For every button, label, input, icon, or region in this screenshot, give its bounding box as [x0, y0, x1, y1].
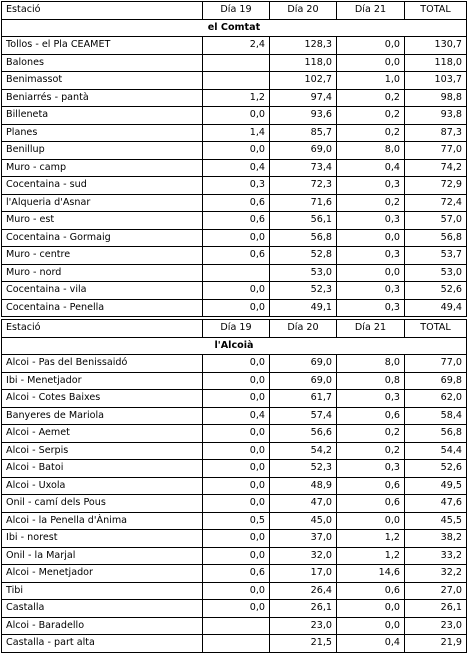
day-19-value: [203, 635, 270, 653]
station-name: Muro - camp: [2, 159, 203, 177]
day-19-value: 0,0: [203, 299, 270, 317]
day-19-value: 0,0: [203, 107, 270, 125]
day-21-value: 0,8: [337, 372, 405, 390]
day-20-value: 57,4: [270, 407, 337, 425]
table-row: [2, 460, 467, 478]
day-19-value: 0,0: [203, 142, 270, 160]
station-name: Billeneta: [2, 107, 203, 125]
station-name: Planes: [2, 124, 203, 142]
day-21-value: 0,3: [337, 460, 405, 478]
day-19-value: 0,0: [203, 282, 270, 300]
region-title: el Comtat: [2, 19, 467, 37]
day-20-value: 52,3: [270, 282, 337, 300]
table-row: [2, 159, 467, 177]
day-19-value: 1,2: [203, 89, 270, 107]
day-19-value: 0,6: [203, 212, 270, 230]
total-value: 49,4: [405, 299, 467, 317]
day-21-value: 14,6: [337, 565, 405, 583]
station-name: l'Alqueria d'Asnar: [2, 194, 203, 212]
day-21-value: 0,2: [337, 107, 405, 125]
day-20-value: 37,0: [270, 530, 337, 548]
day-19-value: 0,0: [203, 355, 270, 373]
table-row: [2, 299, 467, 317]
station-name: Alcoi - Cotes Baixes: [2, 390, 203, 408]
day-20-value: 17,0: [270, 565, 337, 583]
table-row: [2, 194, 467, 212]
station-name: Alcoi - Aemet: [2, 425, 203, 443]
day-20-value: 71,6: [270, 194, 337, 212]
station-name: Balones: [2, 54, 203, 72]
header-row: [2, 320, 467, 338]
day-19-value: 1,4: [203, 124, 270, 142]
day-20-value: 69,0: [270, 372, 337, 390]
day-21-value: 0,3: [337, 282, 405, 300]
day-20-value: 49,1: [270, 299, 337, 317]
day-20-value: 32,0: [270, 547, 337, 565]
day-21-value: 0,6: [337, 582, 405, 600]
day-20-value: 45,0: [270, 512, 337, 530]
day-19-value: 0,0: [203, 372, 270, 390]
day-20-value: 26,4: [270, 582, 337, 600]
station-name: Alcoi - Pas del Benissaidó: [2, 355, 203, 373]
day-20-value: 56,1: [270, 212, 337, 230]
region-title: l'Alcoià: [2, 337, 467, 355]
table-row: [2, 495, 467, 513]
total-value: 53,0: [405, 264, 467, 282]
column-header-day-20: Día 20: [270, 320, 337, 338]
total-value: 72,4: [405, 194, 467, 212]
station-name: Alcoi - Batoi: [2, 460, 203, 478]
table-row: [2, 282, 467, 300]
table-row: [2, 512, 467, 530]
total-value: 74,2: [405, 159, 467, 177]
day-21-value: 0,6: [337, 495, 405, 513]
total-value: 87,3: [405, 124, 467, 142]
day-21-value: 1,2: [337, 547, 405, 565]
total-value: 56,8: [405, 229, 467, 247]
total-value: 52,6: [405, 460, 467, 478]
region-row: [2, 337, 467, 355]
total-value: 77,0: [405, 142, 467, 160]
table-row: [2, 477, 467, 495]
table-row: [2, 547, 467, 565]
day-19-value: 0,0: [203, 547, 270, 565]
day-21-value: 0,0: [337, 54, 405, 72]
day-19-value: 0,0: [203, 425, 270, 443]
day-21-value: 0,0: [337, 37, 405, 55]
total-value: 130,7: [405, 37, 467, 55]
rainfall-table-alcoia: [1, 319, 467, 653]
station-name: Cocentaina - Gormaig: [2, 229, 203, 247]
total-value: 54,4: [405, 442, 467, 460]
total-value: 77,0: [405, 355, 467, 373]
station-name: Alcoi - Baradello: [2, 617, 203, 635]
total-value: 56,8: [405, 425, 467, 443]
station-name: Muro - nord: [2, 264, 203, 282]
day-20-value: 47,0: [270, 495, 337, 513]
rainfall-table-el-comtat: [1, 1, 467, 317]
day-20-value: 128,3: [270, 37, 337, 55]
day-19-value: 0,4: [203, 407, 270, 425]
day-19-value: 0,4: [203, 159, 270, 177]
day-19-value: 0,0: [203, 477, 270, 495]
day-21-value: 0,3: [337, 247, 405, 265]
station-name: Tibi: [2, 582, 203, 600]
day-21-value: 0,3: [337, 177, 405, 195]
day-19-value: 0,0: [203, 390, 270, 408]
day-20-value: 97,4: [270, 89, 337, 107]
station-name: Benimassot: [2, 72, 203, 90]
day-21-value: 0,2: [337, 425, 405, 443]
table-row: [2, 372, 467, 390]
table-row: [2, 442, 467, 460]
column-header-day-21: Día 21: [337, 320, 405, 338]
day-20-value: 85,7: [270, 124, 337, 142]
day-19-value: 0,3: [203, 177, 270, 195]
day-19-value: 0,6: [203, 565, 270, 583]
station-name: Muro - est: [2, 212, 203, 230]
header-row: [2, 2, 467, 20]
table-row: [2, 530, 467, 548]
day-19-value: 0,0: [203, 229, 270, 247]
day-20-value: 26,1: [270, 600, 337, 618]
day-19-value: 0,0: [203, 582, 270, 600]
day-20-value: 48,9: [270, 477, 337, 495]
table-row: [2, 407, 467, 425]
day-20-value: 69,0: [270, 142, 337, 160]
table-row: [2, 247, 467, 265]
total-value: 45,5: [405, 512, 467, 530]
station-name: Castalla: [2, 600, 203, 618]
station-name: Castalla - part alta: [2, 635, 203, 653]
day-21-value: 0,3: [337, 299, 405, 317]
day-20-value: 53,0: [270, 264, 337, 282]
table-row: [2, 177, 467, 195]
station-name: Onil - camí dels Pous: [2, 495, 203, 513]
day-21-value: 8,0: [337, 142, 405, 160]
total-value: 118,0: [405, 54, 467, 72]
station-name: Alcoi - Menetjador: [2, 565, 203, 583]
station-name: Cocentaina - sud: [2, 177, 203, 195]
day-19-value: 0,5: [203, 512, 270, 530]
day-20-value: 23,0: [270, 617, 337, 635]
day-19-value: 0,0: [203, 442, 270, 460]
column-header-day-19: Día 19: [203, 2, 270, 20]
day-19-value: [203, 617, 270, 635]
day-20-value: 72,3: [270, 177, 337, 195]
day-21-value: 0,2: [337, 442, 405, 460]
total-value: 69,8: [405, 372, 467, 390]
column-header-station: Estació: [2, 320, 203, 338]
table-row: [2, 635, 467, 653]
total-value: 62,0: [405, 390, 467, 408]
day-19-value: 0,6: [203, 247, 270, 265]
station-name: Beniarrés - pantà: [2, 89, 203, 107]
day-20-value: 93,6: [270, 107, 337, 125]
table-row: [2, 54, 467, 72]
total-value: 21,9: [405, 635, 467, 653]
column-header-day-20: Día 20: [270, 2, 337, 20]
table-row: [2, 425, 467, 443]
day-21-value: 0,2: [337, 89, 405, 107]
day-20-value: 56,8: [270, 229, 337, 247]
column-header-day-19: Día 19: [203, 320, 270, 338]
day-20-value: 52,3: [270, 460, 337, 478]
table-row: [2, 142, 467, 160]
station-name: Cocentaina - Penella: [2, 299, 203, 317]
station-name: Muro - centre: [2, 247, 203, 265]
table-row: [2, 229, 467, 247]
total-value: 47,6: [405, 495, 467, 513]
day-19-value: 0,0: [203, 530, 270, 548]
station-name: Alcoi - Uxola: [2, 477, 203, 495]
table-row: [2, 264, 467, 282]
station-name: Banyeres de Mariola: [2, 407, 203, 425]
table-row: [2, 390, 467, 408]
day-19-value: [203, 72, 270, 90]
station-name: Alcoi - la Penella d'Ànima: [2, 512, 203, 530]
column-header-station: Estació: [2, 2, 203, 20]
total-value: 57,0: [405, 212, 467, 230]
day-19-value: 0,0: [203, 600, 270, 618]
day-21-value: 0,6: [337, 407, 405, 425]
day-21-value: 8,0: [337, 355, 405, 373]
total-value: 23,0: [405, 617, 467, 635]
day-19-value: 0,6: [203, 194, 270, 212]
day-20-value: 118,0: [270, 54, 337, 72]
table-row: [2, 582, 467, 600]
day-21-value: 0,2: [337, 124, 405, 142]
day-20-value: 102,7: [270, 72, 337, 90]
station-name: Cocentaina - vila: [2, 282, 203, 300]
day-19-value: 0,0: [203, 460, 270, 478]
region-row: [2, 19, 467, 37]
station-name: Ibi - Menetjador: [2, 372, 203, 390]
table-row: [2, 565, 467, 583]
table-row: [2, 124, 467, 142]
day-20-value: 73,4: [270, 159, 337, 177]
station-name: Alcoi - Serpis: [2, 442, 203, 460]
column-header-total: TOTAL: [405, 2, 467, 20]
total-value: 49,5: [405, 477, 467, 495]
day-21-value: 0,0: [337, 229, 405, 247]
day-20-value: 52,8: [270, 247, 337, 265]
station-name: Tollos - el Pla CEAMET: [2, 37, 203, 55]
table-row: [2, 37, 467, 55]
table-row: [2, 600, 467, 618]
day-19-value: 0,0: [203, 495, 270, 513]
day-21-value: 0,6: [337, 477, 405, 495]
column-header-day-21: Día 21: [337, 2, 405, 20]
day-20-value: 54,2: [270, 442, 337, 460]
table-row: [2, 72, 467, 90]
total-value: 58,4: [405, 407, 467, 425]
table-row: [2, 355, 467, 373]
total-value: 27,0: [405, 582, 467, 600]
day-19-value: [203, 54, 270, 72]
day-21-value: 0,0: [337, 512, 405, 530]
day-21-value: 0,4: [337, 635, 405, 653]
day-21-value: 0,0: [337, 600, 405, 618]
total-value: 26,1: [405, 600, 467, 618]
station-name: Ibi - norest: [2, 530, 203, 548]
day-19-value: [203, 264, 270, 282]
total-value: 72,9: [405, 177, 467, 195]
total-value: 103,7: [405, 72, 467, 90]
total-value: 32,2: [405, 565, 467, 583]
day-21-value: 0,0: [337, 264, 405, 282]
total-value: 98,8: [405, 89, 467, 107]
station-name: Onil - la Marjal: [2, 547, 203, 565]
day-21-value: 0,2: [337, 194, 405, 212]
column-header-total: TOTAL: [405, 320, 467, 338]
day-20-value: 61,7: [270, 390, 337, 408]
day-21-value: 0,4: [337, 159, 405, 177]
total-value: 52,6: [405, 282, 467, 300]
total-value: 93,8: [405, 107, 467, 125]
day-19-value: 2,4: [203, 37, 270, 55]
day-21-value: 0,3: [337, 212, 405, 230]
table-row: [2, 617, 467, 635]
table-row: [2, 89, 467, 107]
total-value: 53,7: [405, 247, 467, 265]
day-21-value: 1,0: [337, 72, 405, 90]
total-value: 38,2: [405, 530, 467, 548]
day-21-value: 0,0: [337, 617, 405, 635]
day-21-value: 1,2: [337, 530, 405, 548]
day-20-value: 69,0: [270, 355, 337, 373]
day-20-value: 21,5: [270, 635, 337, 653]
table-row: [2, 107, 467, 125]
table-row: [2, 212, 467, 230]
day-21-value: 0,3: [337, 390, 405, 408]
station-name: Benillup: [2, 142, 203, 160]
day-20-value: 56,6: [270, 425, 337, 443]
total-value: 33,2: [405, 547, 467, 565]
